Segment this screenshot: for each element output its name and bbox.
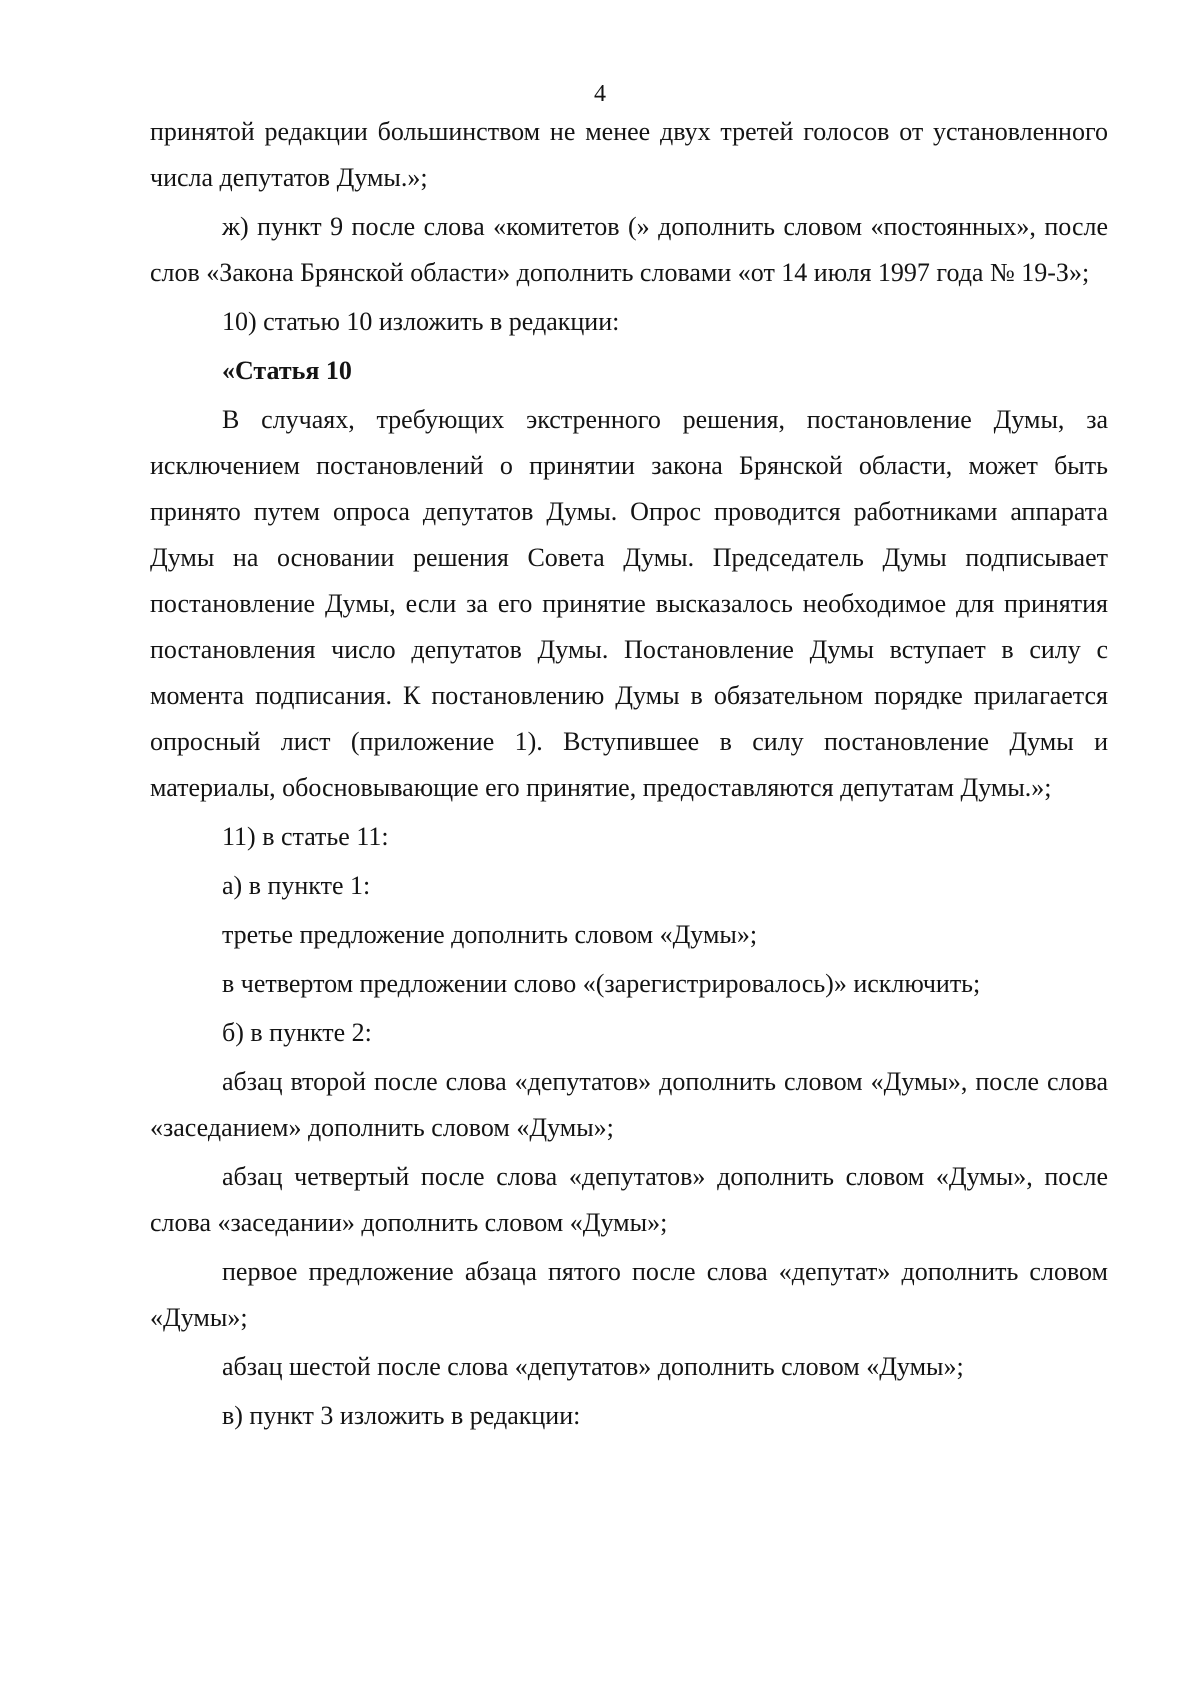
paragraph-sub-b-2: абзац четвертый после слова «депутатов» дополнить словом «Думы», после слова «заседании» дополнить словом «Думы»; — [150, 1162, 1108, 1237]
paragraph-sub-v: в) пункт 3 изложить в редакции: — [222, 1401, 581, 1430]
paragraph-sub-b-4: абзац шестой после слова «депутатов» дополнить словом «Думы»; — [222, 1352, 964, 1381]
paragraph-sub-a-1: третье предложение дополнить словом «Думы»; — [222, 920, 758, 949]
paragraph-sub-a: а) в пункте 1: — [222, 871, 371, 900]
paragraph-item-zh: ж) пункт 9 после слова «комитетов (» дополнить словом «постоянных», после слов «Закона Брянской области» дополнить словами «от 14 июля 1997 года № 19-З»; — [150, 212, 1108, 287]
article-heading: «Статья 10 — [222, 356, 352, 385]
page-number: 4 — [594, 81, 606, 107]
paragraph-sub-a-2: в четвертом предложении слово «(зарегистрировалось)» исключить; — [222, 969, 981, 998]
paragraph-item-11: 11) в статье 11: — [222, 822, 389, 851]
paragraph-sub-b: б) в пункте 2: — [222, 1018, 372, 1047]
paragraph-sub-b-3: первое предложение абзаца пятого после слова «депутат» дополнить словом «Думы»; — [150, 1257, 1108, 1332]
document-body — [150, 109, 1108, 1442]
paragraph-item-10: 10) статью 10 изложить в редакции: — [222, 307, 620, 336]
article-10-text: В случаях, требующих экстренного решения, постановление Думы, за исключением постановлений о принятии закона Брянской области, может быть принято путем опроса депутатов Думы. Опрос проводится работниками аппарата Думы на основании решения Совета Думы. Председатель Думы подписывает постановление Думы, если за его принятие высказалось необходимое для принятия постановления число депутатов Думы. Постановление Думы вступает в силу с момента подписания. К постановлению Думы в обязательном порядке прилагается опросный лист (приложение 1). Вступившее в силу постановление Думы и материалы, обосновывающие его принятие, предоставляются депутатам Думы.»; — [150, 405, 1108, 802]
paragraph-continuation: принятой редакции большинством не менее двух третей голосов от установленного числа депутатов Думы.»; — [150, 117, 1108, 192]
paragraph-sub-b-1: абзац второй после слова «депутатов» дополнить словом «Думы», после слова «заседанием» дополнить словом «Думы»; — [150, 1067, 1108, 1142]
